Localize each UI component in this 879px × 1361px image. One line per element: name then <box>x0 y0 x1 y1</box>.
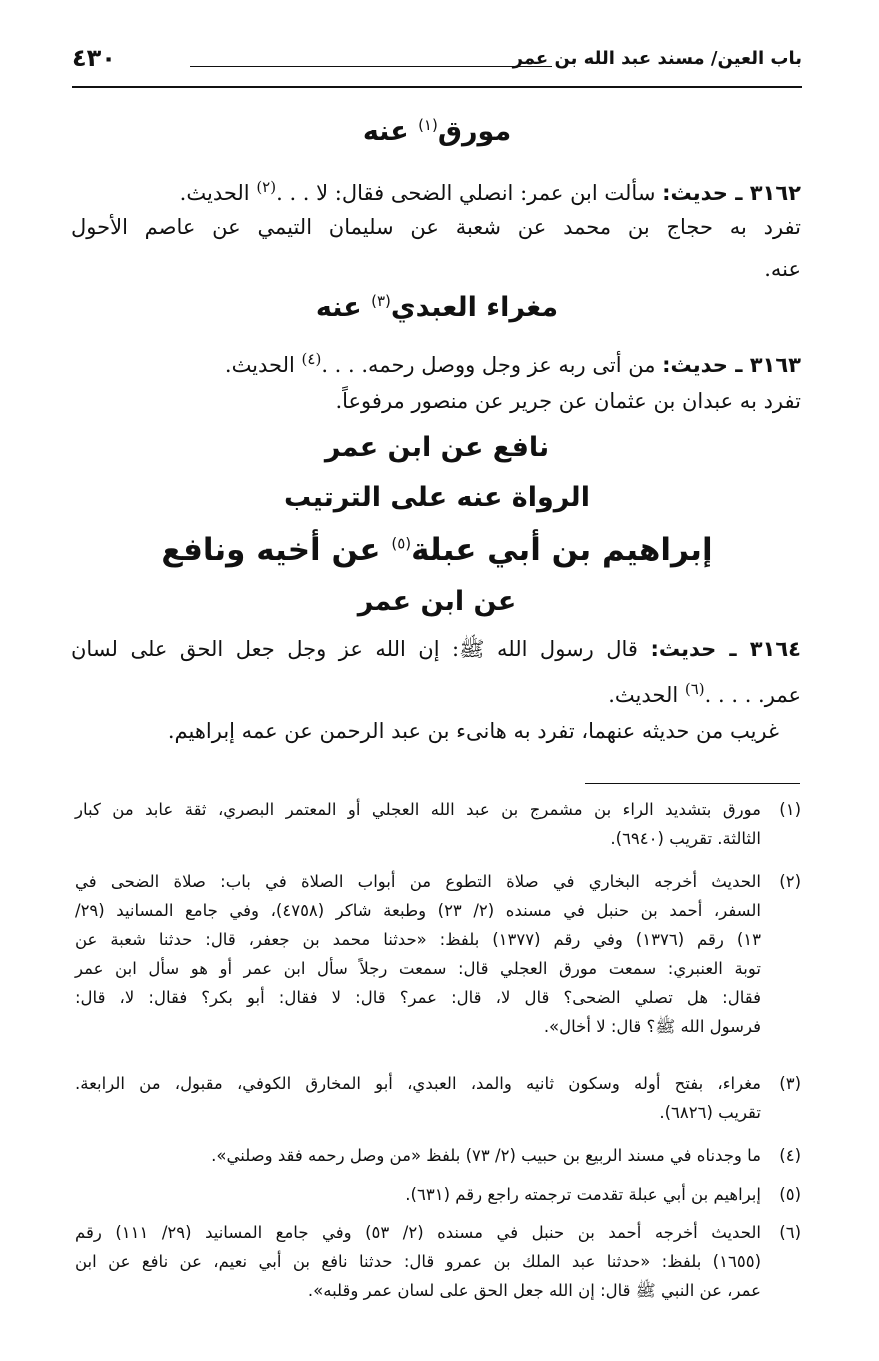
heading-text: مورق <box>437 116 512 147</box>
footnote-ref: (٥) <box>391 534 412 553</box>
note-line: عنه. <box>764 257 801 281</box>
footnote-ref: (٤) <box>301 350 322 368</box>
footnote-divider <box>585 783 800 784</box>
footnote-1 <box>75 795 801 853</box>
note-line: تفرد به حجاج بن محمد عن شعبة عن سليمان التيمي عن عاصم الأحول <box>71 215 801 239</box>
section-heading-mughra <box>72 292 802 323</box>
footnote-number: (١) <box>779 800 801 819</box>
footnote-line: فرسول الله ﷺ؟ قال: لا أخال». <box>543 1017 761 1036</box>
footnote-number: (٦) <box>779 1223 801 1242</box>
footnote-3 <box>75 1069 801 1127</box>
footnote-ref: (٦) <box>684 680 705 698</box>
hadith-3164-cont <box>71 672 801 712</box>
footnote-line: (١٦٥٥) بلفظ: «حدثنا عبد الملك بن عمرو قال: حدثنا نافع بن أبي نعيم، عن نافع عن ابن <box>75 1252 761 1271</box>
hadith-text: عمر. . . . . <box>704 683 801 707</box>
hadith-number: ٣١٦٢ ـ حديث: <box>662 181 801 205</box>
section-heading-ibrahim <box>72 532 802 568</box>
section-heading-ibn-umar: عن ابن عمر <box>357 586 517 617</box>
hadith-text: قال رسول الله ﷺ: إن الله عز وجل جعل الحق على لسان <box>71 637 638 661</box>
hadith-text: الحديث. <box>179 181 250 205</box>
footnote-line: تقريب (٦٨٢٦). <box>659 1103 761 1122</box>
heading-text: إبراهيم بن أبي عبلة <box>411 532 713 568</box>
footnote-line: الحديث أخرجه أحمد بن حنبل في مسنده (٢/ ٥٣) وفي جامع المسانيد (٢٩/ ١١١) رقم <box>75 1223 761 1242</box>
running-header <box>72 44 802 80</box>
footnote-5 <box>75 1180 801 1209</box>
heading-text: عن أخيه ونافع <box>161 532 381 568</box>
footnote-line: توبة العنبري: سمعت مورق العجلي قال: سمعت رجلاً سأل ابن عمر أو هو سأل ابن عمر <box>75 959 761 978</box>
heading-text: مغراء العبدي <box>390 292 559 323</box>
header-rule <box>190 66 552 67</box>
section-heading-nafi: نافع عن ابن عمر <box>324 432 550 463</box>
footnote-line: فقال: هل تصلي الضحى؟ قال لا، قال: عمر؟ قال: لا فقال: أبو بكر؟ فقال: لا، قال: <box>75 988 761 1007</box>
footnote-number: (٣) <box>779 1074 801 1093</box>
footnote-ref: (١) <box>418 116 438 134</box>
footnote-line: الثالثة. تقريب (٦٩٤٠). <box>610 829 761 848</box>
header-divider <box>72 86 802 88</box>
footnote-2 <box>75 867 801 1041</box>
footnote-4 <box>75 1141 801 1170</box>
hadith-text: من أتى ربه عز وجل ووصل رحمه. . . . <box>321 353 656 377</box>
footnote-line: مورق بتشديد الراء بن مشمرج بن عبد الله العجلي أو المعتمر البصري، ثقة عابد من كبار <box>75 800 761 819</box>
hadith-number: ٣١٦٣ ـ حديث: <box>662 353 801 377</box>
footnote-line: ما وجدناه في مسند الربيع بن حبيب (٢/ ٧٣) بلفظ «من وصل رحمه فقد وصلني». <box>211 1146 761 1165</box>
footnote-number: (٤) <box>779 1146 801 1165</box>
footnote-line: إبراهيم بن أبي عبلة تقدمت ترجمته راجع رقم (٦٣١). <box>405 1185 761 1204</box>
heading-text: عنه <box>362 116 409 147</box>
hadith-number: ٣١٦٤ ـ حديث: <box>650 637 801 661</box>
footnote-ref: (٣) <box>371 292 391 310</box>
section-subheading: الرواة عنه على الترتيب <box>284 482 590 513</box>
page-number: ٤٣٠ <box>72 44 116 72</box>
heading-text: عنه <box>315 292 362 323</box>
section-heading-mawriq <box>72 116 802 147</box>
header-title: باب العين/ مسند عبد الله بن عمر <box>512 48 802 69</box>
hadith-3163 <box>71 342 801 382</box>
footnote-6 <box>75 1218 801 1305</box>
footnote-line: الحديث أخرجه البخاري في صلاة التطوع من أبواب الصلاة في باب: صلاة الضحى في <box>75 872 761 891</box>
note-line: غريب من حديثه عنهما، تفرد به هانىء بن عبد الرحمن عن عمه إبراهيم. <box>167 719 779 743</box>
hadith-3162 <box>71 170 801 210</box>
footnote-line: عمر، عن النبي ﷺ قال: إن الله جعل الحق على لسان عمر وقلبه». <box>307 1281 761 1300</box>
note-line: تفرد به عبدان بن عثمان عن جرير عن منصور مرفوعاً. <box>335 389 801 413</box>
footnote-line: مغراء، بفتح أوله وسكون ثانيه والمد، العبدي، أبو المخارق الكوفي، مقبول، من الرابعة. <box>75 1074 761 1093</box>
footnote-number: (٢) <box>779 872 801 891</box>
hadith-text: سألت ابن عمر: انصلي الضحى فقال: لا . . . <box>276 181 656 205</box>
footnote-line: السفر، أحمد بن حنبل في مسنده (٢/ ٢٣) وطبعة شاكر (٤٧٥٨)، وفي جامع المسانيد (٢٩/ <box>75 901 761 920</box>
hadith-3164 <box>71 632 801 666</box>
footnote-number: (٥) <box>779 1185 801 1204</box>
footnote-ref: (٢) <box>256 178 277 196</box>
footnote-line: ١٣) رقم (١٣٧٦) وفي رقم (١٣٧٧) بلفظ: «حدثنا محمد بن جعفر، قال: حدثنا شعبة عن <box>75 930 761 949</box>
hadith-text: الحديث. <box>608 683 679 707</box>
hadith-text: الحديث. <box>224 353 295 377</box>
